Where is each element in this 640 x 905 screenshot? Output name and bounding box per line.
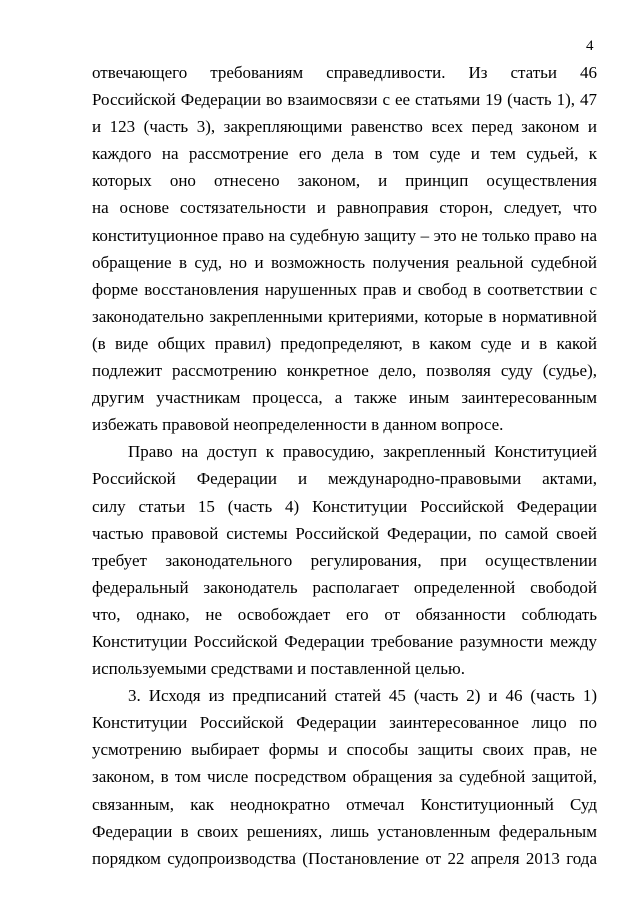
text-line: форме восстановления нарушенных прав и свобод в соответствии с bbox=[92, 279, 597, 299]
text-line: и 123 (часть 3), закрепляющими равенство всех перед законом и bbox=[92, 117, 597, 137]
text-line: что, однако, не освобождает его от обязанности соблюдать bbox=[92, 604, 597, 624]
text-line: законодательно закрепленными критериями, которые в нормативной bbox=[92, 306, 597, 326]
text-line: обращение в суд, но и возможность получения реальной судебной bbox=[92, 252, 597, 272]
text-line: Конституции Российской Федерации требование разумности между bbox=[92, 631, 597, 651]
text-line: каждого на рассмотрение его дела в том суде и тем судьей, к bbox=[92, 144, 597, 164]
text-line: на основе состязательности и равноправия сторон, следует, что bbox=[92, 198, 597, 218]
text-line: Конституции Российской Федерации заинтересованное лицо по bbox=[92, 713, 597, 733]
document-body bbox=[92, 59, 597, 872]
text-line: федеральный законодатель располагает определенной свободой bbox=[92, 577, 597, 597]
text-line: Право на доступ к правосудию, закрепленный Конституцией bbox=[128, 442, 597, 462]
text-line: отвечающего требованиям справедливости. Из статьи 46 bbox=[92, 63, 597, 82]
text-line: которых оно отнесено законом, и принцип осуществления bbox=[92, 171, 597, 191]
text-line: частью правовой системы Российской Федерации, по самой своей bbox=[92, 523, 597, 543]
text-line: (в виде общих правил) предопределяют, в каком суде и в какой bbox=[92, 333, 597, 353]
text-line: Российской Федерации во взаимосвязи с ее статьями 19 (часть 1), 47 bbox=[92, 90, 597, 110]
text-line: подлежит рассмотрению конкретное дело, позволяя суду (судье), bbox=[92, 361, 597, 381]
text-line: другим участникам процесса, а также иным заинтересованным bbox=[92, 388, 597, 408]
text-line: усмотрению выбирает формы и способы защиты своих прав, не bbox=[92, 740, 597, 760]
text-line: используемыми средствами и поставленной целью. bbox=[92, 659, 465, 679]
text-line: Российской Федерации и международно-правовыми актами, bbox=[92, 469, 597, 489]
text-line: законом, в том числе посредством обращения за судебной защитой, bbox=[92, 767, 597, 787]
text-line: Федерации в своих решениях, лишь установленным федеральным bbox=[92, 821, 597, 841]
page-number: 4 bbox=[586, 38, 594, 54]
text-line: избежать правовой неопределенности в данном вопросе. bbox=[92, 415, 504, 435]
text-line: порядком судопроизводства (Постановление от 22 апреля 2013 года bbox=[92, 848, 597, 868]
text-line: связанным, как неоднократно отмечал Конституционный Суд bbox=[92, 794, 597, 814]
text-line: конституционное право на судебную защиту – это не только право на bbox=[92, 225, 597, 245]
text-line: силу статьи 15 (часть 4) Конституции Российской Федерации bbox=[92, 496, 597, 516]
text-line: требует законодательного регулирования, при осуществлении bbox=[92, 550, 597, 570]
text-line: 3. Исходя из предписаний статей 45 (часть 2) и 46 (часть 1) bbox=[128, 686, 597, 706]
